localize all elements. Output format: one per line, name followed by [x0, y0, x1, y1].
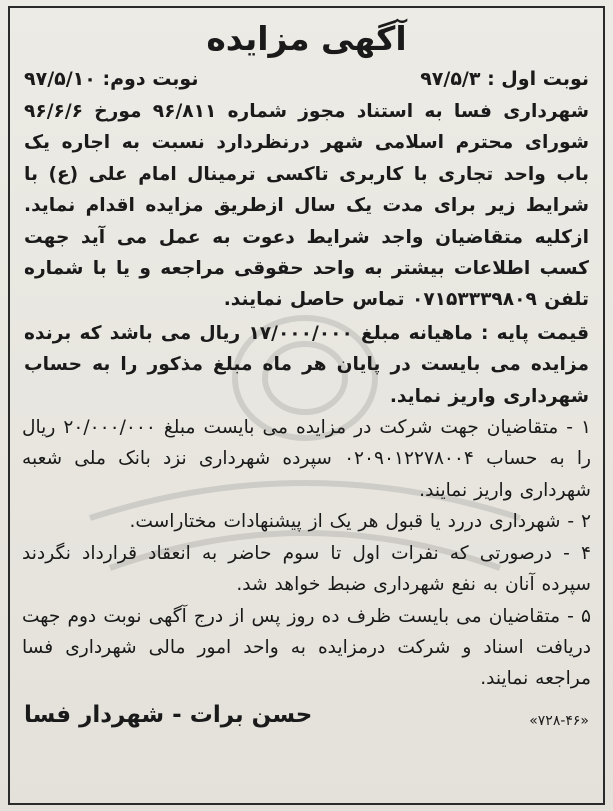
notice-code: «۷۲۸-۴۶» [529, 712, 589, 729]
publication-rounds [24, 64, 589, 94]
condition-item: ۵ - متقاضیان می بایست ظرف ده روز پس از درج آگهی نوبت دوم جهت دریافت اسناد و شرکت درمزایده به واحد امور مالی شهرداری فسا مراجعه نمایند. [22, 605, 591, 690]
condition-item: ۱ - متقاضیان جهت شرکت در مزایده می بایست مبلغ ۲۰/۰۰۰/۰۰۰ ریال را به حساب ۰۲۰۹۰۱۲۲۷۸۰۰۴ سپرده شهرداری نزد بانک ملی شعبه شهرداری واریز نمایند. [22, 417, 591, 501]
second-round-date: نوبت دوم: ۹۷/۵/۱۰ [24, 68, 199, 90]
notice-footer [24, 697, 589, 733]
notice-title: آگهی مزایده [206, 19, 407, 58]
first-round-date: نوبت اول : ۹۷/۵/۳ [420, 68, 589, 90]
intro-paragraph: شهرداری فسا به استناد مجوز شماره ۹۶/۸۱۱ مورخ ۹۶/۶/۶ شورای محترم اسلامی شهر درنظردارد نسبت به اجاره یک باب واحد تجاری با کاربری تاکسی ترمینال امام علی (ع) با شرایط زیر برای مدت یک سال ازطریق مزایده اقدام نماید. ازکلیه متقاضیان واجد شرایط دعوت به عمل می آید جهت کسب اطلاعات بیشتر به واحد حقوقی مراجعه و یا با شماره تلفن ۰۷۱۵۳۳۳۹۸۰۹ تماس حاصل نمایند. [24, 101, 589, 311]
condition-item: ۴ - درصورتی که نفرات اول تا سوم حاضر به انعقاد قرارداد نگردند سپرده آنان به نفع شهرداری ضبط خواهد شد. [22, 542, 591, 596]
notice-frame [8, 6, 605, 805]
base-price-paragraph: قیمت پایه : ماهیانه مبلغ ۱۷/۰۰۰/۰۰۰ ریال می باشد که برنده مزایده می بایست در پایان هر ماه مبلغ مذکور را به حساب شهرداری واریز نماید. [24, 322, 589, 407]
signer-name: حسن برات - شهردار فسا [24, 701, 313, 728]
condition-item: ۲ - شهرداری دررد یا قبول هر یک از پیشنهادات مختاراست. [129, 511, 591, 533]
